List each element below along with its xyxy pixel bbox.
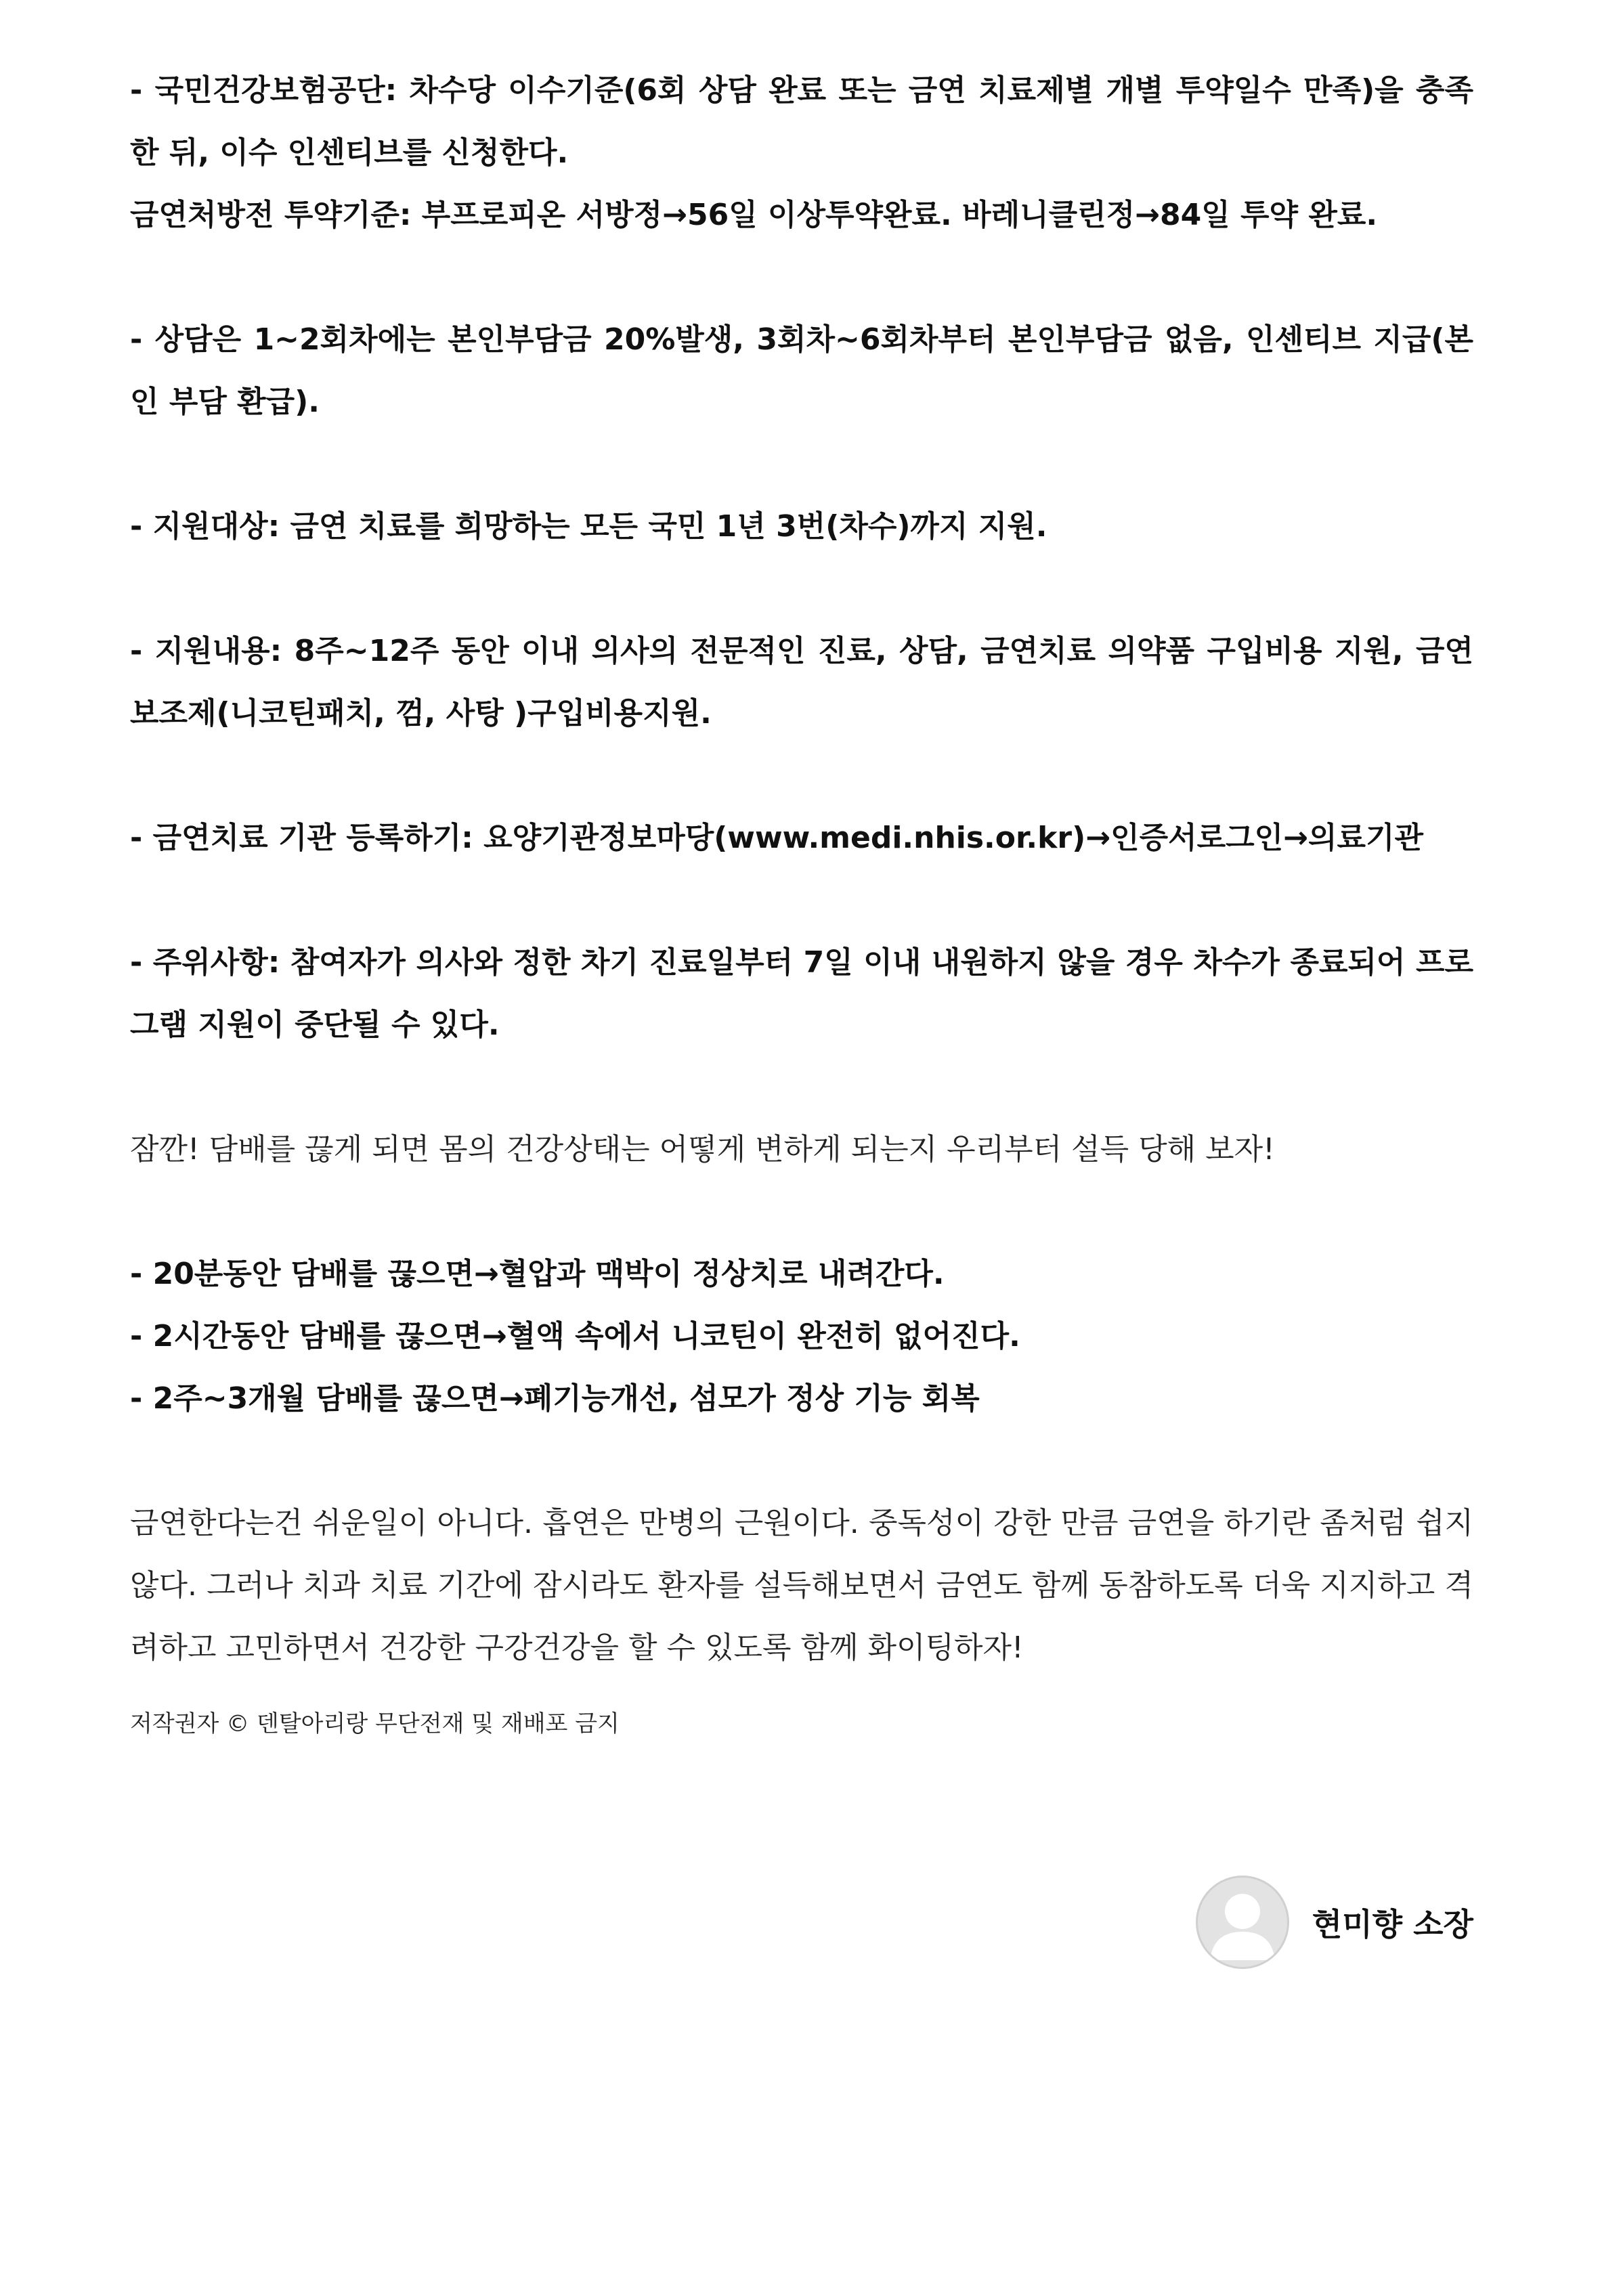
paragraph-support-target: - 지원대상: 금연 치료를 희망하는 모든 국민 1년 3번(차수)까지 지원.: [130, 509, 1047, 544]
paragraph-institution-registration: - 금연치료 기관 등록하기: 요양기관정보마당(www.medi.nhis.or.kr)→인증서로그인→의료기관: [130, 821, 1423, 855]
paragraph-counseling-cost: - 상담은 1~2회차에는 본인부담금 20%발생, 3회차~6회차부터 본인부담금 없음, 인센티브 지급(본인 부담 환급).: [130, 322, 1473, 419]
author-byline: [1196, 1871, 1473, 1973]
paragraph-conclusion: 금연한다는건 쉬운일이 아니다. 흡연은 만병의 근원이다. 중독성이 강한 만큼 금연을 하기란 좀처럼 쉽지 않다. 그러나 치과 치료 기간에 잠시라도 환자를 설득해보면서 금연도 함께 동참하도록 더욱 지지하고 격려하고 고민하면서 건강한 구강건강을 할 수 있도록 함께 화이팅하자!: [130, 1506, 1473, 1665]
list-item: - 2시간동안 담배를 끊으면→혈액 속에서 니코틴이 완전히 없어진다.: [130, 1319, 1020, 1353]
article-body: [130, 60, 1473, 1744]
paragraph-prescription-criteria: 금연처방전 투약기준: 부프로피온 서방정→56일 이상투약완료. 바레니클린정→84일 투약 완료.: [130, 198, 1378, 232]
paragraph-caution: - 주위사항: 참여자가 의사와 정한 차기 진료일부터 7일 이내 내원하지 않을 경우 차수가 종료되어 프로그램 지원이 중단될 수 있다.: [130, 945, 1473, 1042]
health-change-list: [130, 1243, 1473, 1430]
paragraph-wait: 잠깐! 담배를 끊게 되면 몸의 건강상태는 어떻게 변하게 되는지 우리부터 설득 당해 보자!: [130, 1132, 1275, 1167]
list-item: - 2주~3개월 담배를 끊으면→폐기능개선, 섬모가 정상 기능 회복: [130, 1381, 980, 1416]
default-user-avatar-icon: [1196, 1876, 1289, 1969]
list-item: - 20분동안 담배를 끊으면→혈압과 맥박이 정상치로 내려간다.: [130, 1257, 945, 1291]
author-name: 현미향 소장: [1312, 1906, 1473, 1943]
paragraph-support-content: - 지원내용: 8주~12주 동안 이내 의사의 전문적인 진료, 상담, 금연치료 의약품 구입비용 지원, 금연보조제(니코틴패치, 껌, 사탕 )구입비용지원.: [130, 634, 1473, 731]
copyright-notice: 저작권자 © 덴탈아리랑 무단전재 및 재배포 금지: [130, 1710, 620, 1737]
paragraph-nhis-criteria: - 국민건강보험공단: 차수당 이수기준(6회 상담 완료 또는 금연 치료제별 개별 투약일수 만족)을 충족한 뒤, 이수 인센티브를 신청한다.: [130, 73, 1473, 170]
